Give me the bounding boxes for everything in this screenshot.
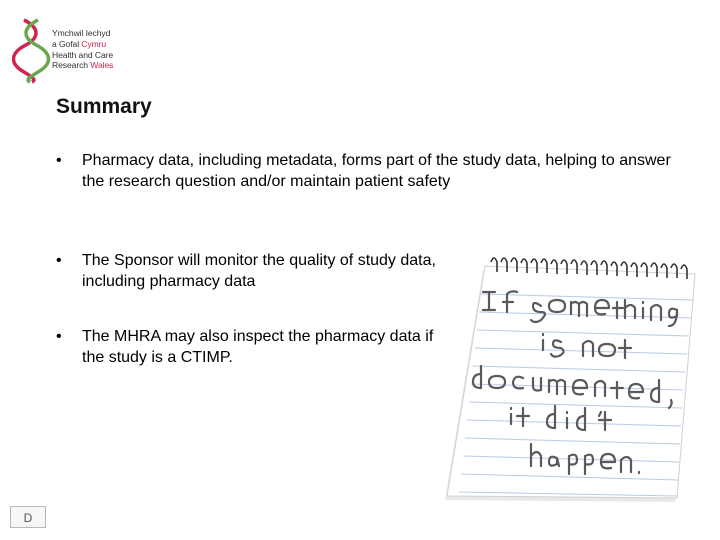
bullet-dot: • (56, 328, 62, 345)
bullet-text: The MHRA may also inspect the pharmacy data if the study is a CTIMP. (82, 328, 434, 366)
logo-accent-word: Wales (90, 60, 114, 71)
notepad-image (445, 250, 705, 506)
helix-logo-icon (12, 14, 52, 84)
logo-wordmark (52, 28, 113, 71)
logo-accent-word: Cymru (81, 38, 107, 49)
slide-marker-badge: D (10, 506, 46, 528)
logo-line-english-1: Health and Care (52, 49, 114, 60)
bullet-text: The Sponsor will monitor the quality of study data, including pharmacy data (82, 252, 436, 290)
organisation-logo (12, 14, 142, 84)
slide-title: Summary (56, 95, 152, 118)
logo-line-english-2: Research Wales (52, 60, 114, 71)
logo-line-welsh-2: a Gofal Cymru (52, 38, 107, 49)
bullet-text: Pharmacy data, including metadata, forms part of the study data, helping to answer the research question and/or maintain patient safety (82, 152, 671, 190)
logo-line-welsh-1: Ymchwil Iechyd (52, 28, 111, 38)
bullet-dot: • (56, 152, 62, 169)
bullet-dot: • (56, 252, 62, 269)
